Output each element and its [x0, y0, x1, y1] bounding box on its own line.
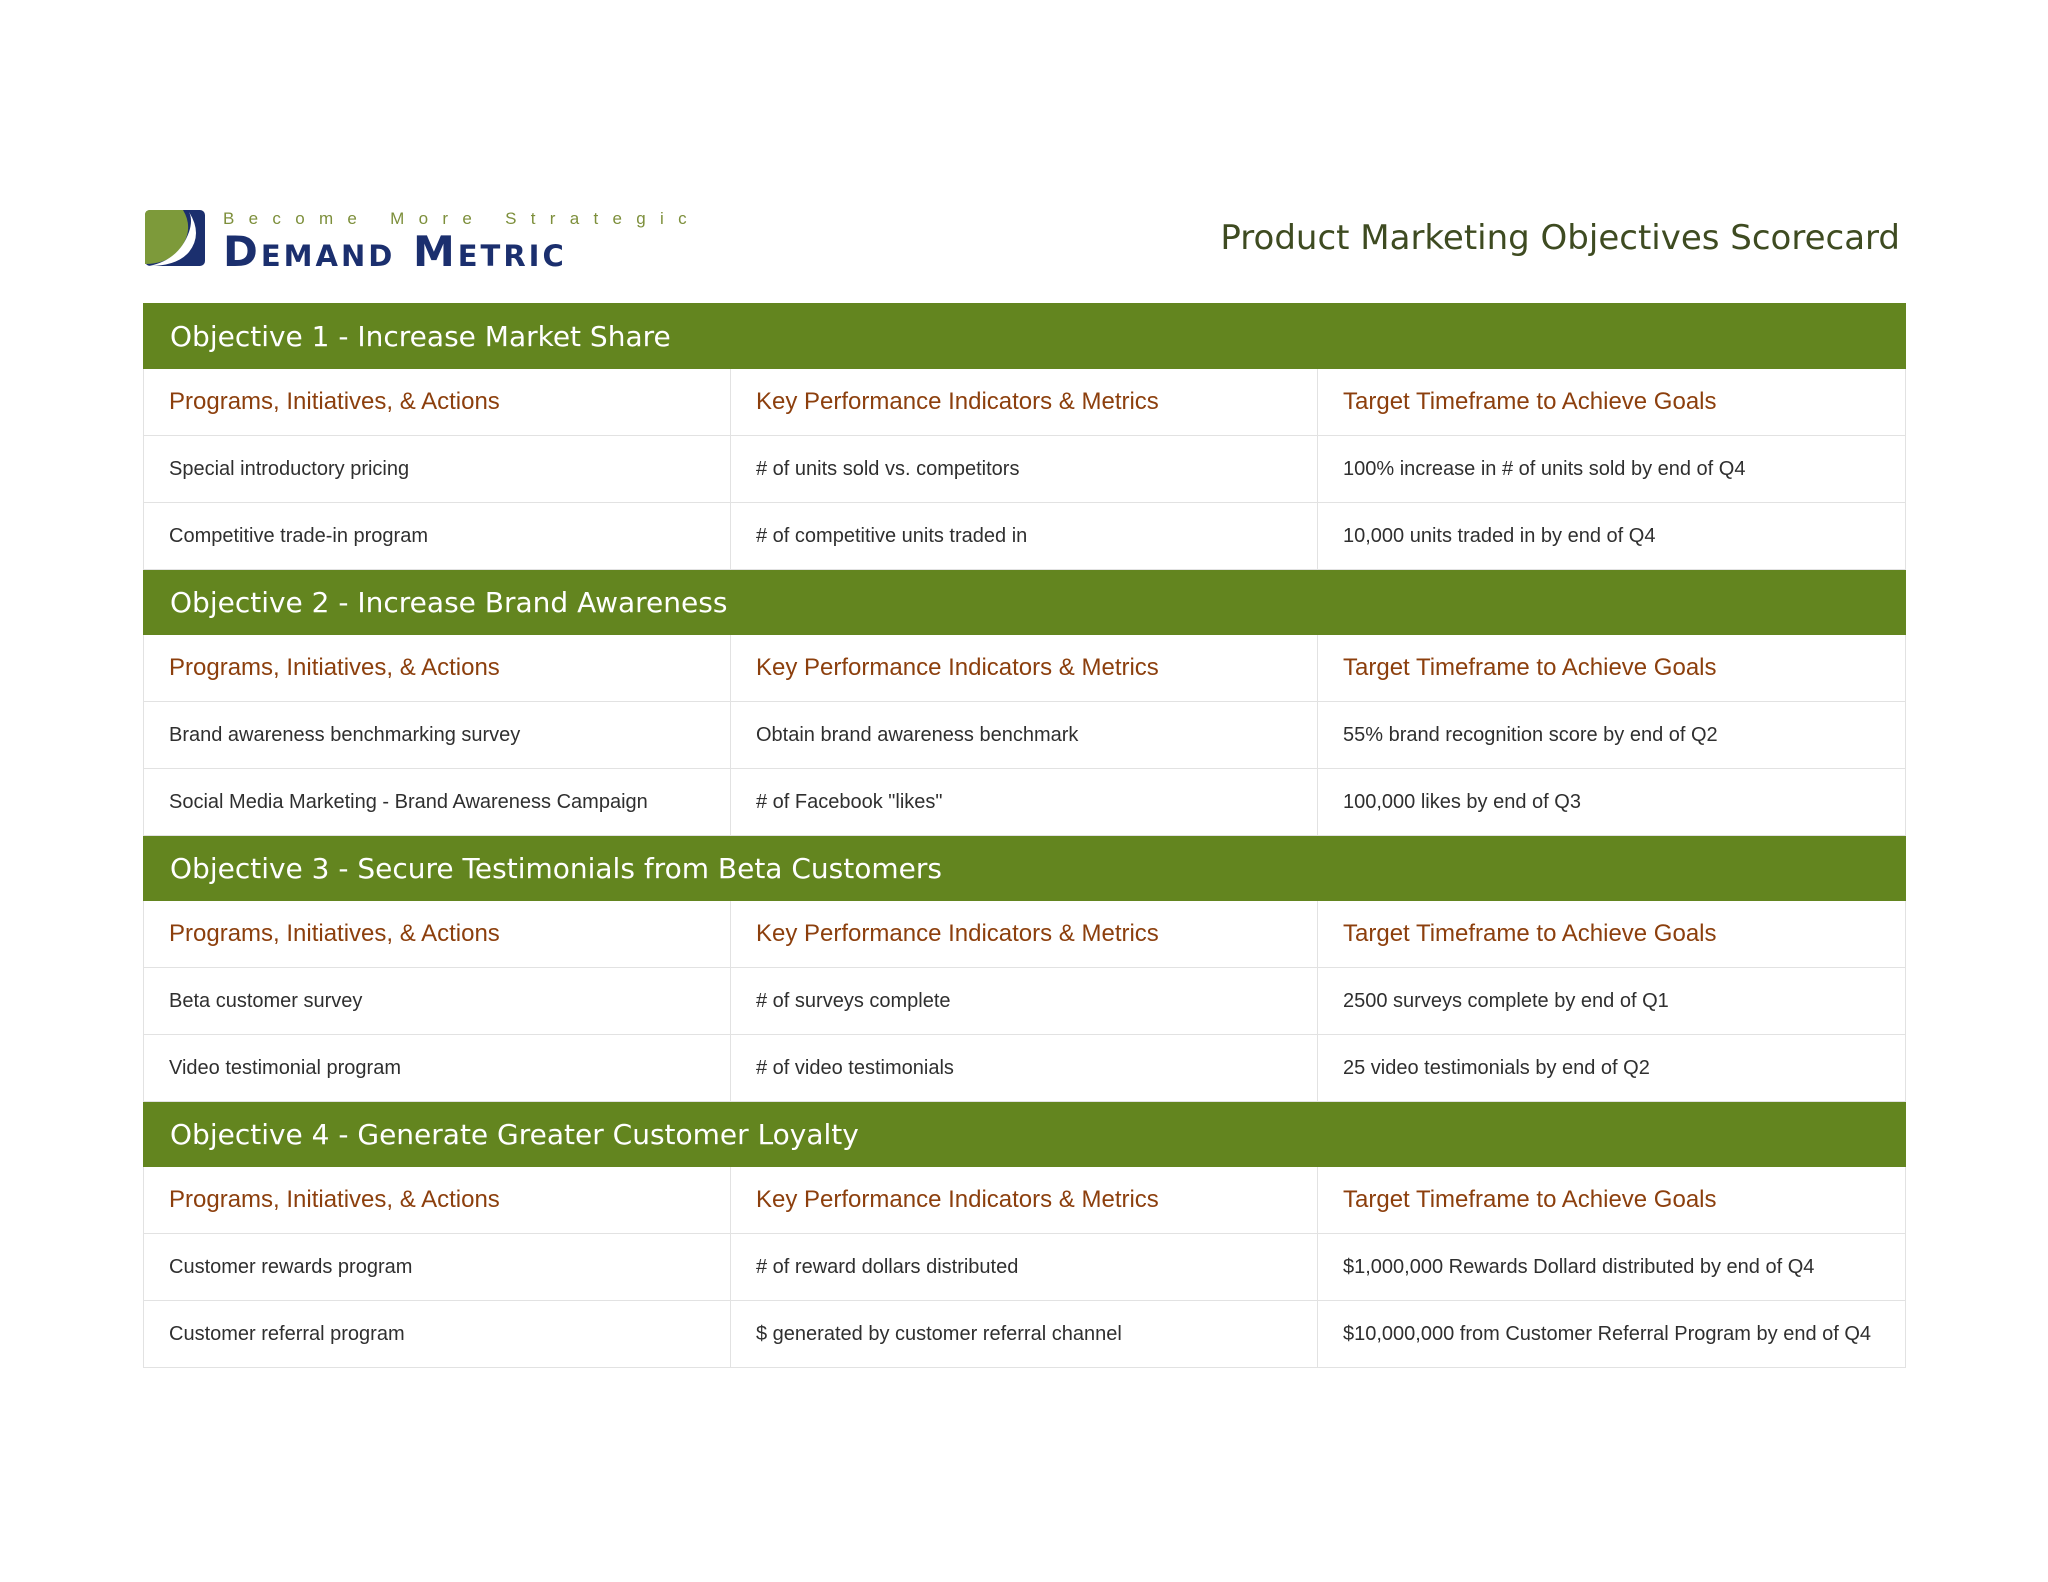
- target-cell: $10,000,000 from Customer Referral Program by end of Q4: [1318, 1301, 1906, 1368]
- column-header-kpis: Key Performance Indicators & Metrics: [731, 1167, 1318, 1234]
- column-header-timeframe: Target Timeframe to Achieve Goals: [1318, 369, 1906, 436]
- column-header-row: [144, 901, 1906, 968]
- column-header-timeframe: Target Timeframe to Achieve Goals: [1318, 635, 1906, 702]
- column-header-programs: Programs, Initiatives, & Actions: [144, 635, 731, 702]
- target-cell: 100% increase in # of units sold by end of Q4: [1318, 436, 1906, 503]
- target-cell: $1,000,000 Rewards Dollard distributed by end of Q4: [1318, 1234, 1906, 1301]
- target-cell: 25 video testimonials by end of Q2: [1318, 1035, 1906, 1102]
- kpi-cell: # of video testimonials: [731, 1035, 1318, 1102]
- table-row: [144, 1035, 1906, 1102]
- program-cell: Social Media Marketing - Brand Awareness Campaign: [144, 769, 731, 836]
- logo-brand-name: Demand Metric: [223, 227, 567, 276]
- kpi-cell: # of units sold vs. competitors: [731, 436, 1318, 503]
- kpi-cell: # of competitive units traded in: [731, 503, 1318, 570]
- column-header-programs: Programs, Initiatives, & Actions: [144, 901, 731, 968]
- objective-title: Objective 2 - Increase Brand Awareness: [144, 570, 1906, 635]
- table-row: [144, 702, 1906, 769]
- column-header-programs: Programs, Initiatives, & Actions: [144, 369, 731, 436]
- objective-header-row: [144, 570, 1906, 635]
- objective-title: Objective 3 - Secure Testimonials from Beta Customers: [144, 836, 1906, 901]
- target-cell: 100,000 likes by end of Q3: [1318, 769, 1906, 836]
- kpi-cell: $ generated by customer referral channel: [731, 1301, 1318, 1368]
- column-header-row: [144, 635, 1906, 702]
- program-cell: Customer referral program: [144, 1301, 731, 1368]
- kpi-cell: Obtain brand awareness benchmark: [731, 702, 1318, 769]
- page-title: Product Marketing Objectives Scorecard: [1220, 218, 1900, 258]
- program-cell: Competitive trade-in program: [144, 503, 731, 570]
- column-header-programs: Programs, Initiatives, & Actions: [144, 1167, 731, 1234]
- column-header-timeframe: Target Timeframe to Achieve Goals: [1318, 1167, 1906, 1234]
- company-logo: [145, 205, 701, 276]
- target-cell: 55% brand recognition score by end of Q2: [1318, 702, 1906, 769]
- target-cell: 2500 surveys complete by end of Q1: [1318, 968, 1906, 1035]
- logo-tagline: Become More Strategic: [223, 209, 701, 228]
- column-header-row: [144, 369, 1906, 436]
- objective-title: Objective 4 - Generate Greater Customer Loyalty: [144, 1102, 1906, 1167]
- kpi-cell: # of reward dollars distributed: [731, 1234, 1318, 1301]
- objective-header-row: [144, 836, 1906, 901]
- target-cell: 10,000 units traded in by end of Q4: [1318, 503, 1906, 570]
- table-row: [144, 1301, 1906, 1368]
- program-cell: Video testimonial program: [144, 1035, 731, 1102]
- program-cell: Customer rewards program: [144, 1234, 731, 1301]
- column-header-kpis: Key Performance Indicators & Metrics: [731, 369, 1318, 436]
- column-header-kpis: Key Performance Indicators & Metrics: [731, 901, 1318, 968]
- column-header-row: [144, 1167, 1906, 1234]
- table-row: [144, 968, 1906, 1035]
- objectives-scorecard-table: [143, 303, 1906, 1368]
- kpi-cell: # of Facebook "likes": [731, 769, 1318, 836]
- program-cell: Special introductory pricing: [144, 436, 731, 503]
- column-header-timeframe: Target Timeframe to Achieve Goals: [1318, 901, 1906, 968]
- objective-title: Objective 1 - Increase Market Share: [144, 304, 1906, 369]
- objective-header-row: [144, 1102, 1906, 1167]
- objective-header-row: [144, 304, 1906, 369]
- program-cell: Beta customer survey: [144, 968, 731, 1035]
- table-row: [144, 436, 1906, 503]
- demand-metric-logo-icon: [145, 210, 205, 270]
- table-row: [144, 1234, 1906, 1301]
- table-row: [144, 503, 1906, 570]
- program-cell: Brand awareness benchmarking survey: [144, 702, 731, 769]
- kpi-cell: # of surveys complete: [731, 968, 1318, 1035]
- table-row: [144, 769, 1906, 836]
- column-header-kpis: Key Performance Indicators & Metrics: [731, 635, 1318, 702]
